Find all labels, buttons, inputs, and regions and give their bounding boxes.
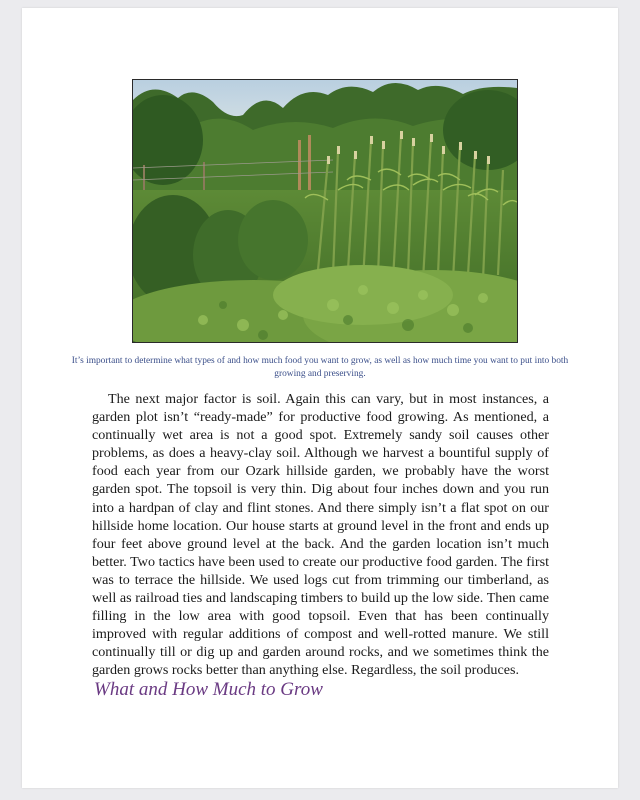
- section-heading: What and How Much to Grow: [94, 679, 323, 700]
- document-page: [22, 8, 618, 788]
- body-paragraph: The next major factor is soil. Again this can vary, but in most instances, a garden plot isn’t “ready-made” for productive food growing. As mentioned, a continually wet area is not a good spot. Extremely sandy soil causes other problems, as does a heavy-clay soil. Although we harvest a bountiful supply of food each year from our Ozark hillside garden, we probably have the worst garden spot. The topsoil is very thin. Dig about four inches down and you run into a hardpan of clay and flint stones. And there simply isn’t a flat spot on our hillside home location. Our house starts at ground level in the front and ends up four feet above ground level at the back. And the garden location isn’t much better. Two tactics have been used to create our productive food garden. The first was to terrace the hillside. We used logs cut from trimming our timberland, as well as railroad ties and landscaping timbers to build up the low side. Then came filling in the low area with good topsoil. Even that has been continually improved with regular additions of compost and well-rotted manure. We still continually till or dig up and garden around rocks, and we sometimes think the garden grows rocks better than anything else. Regardless, the soil produces.: [92, 391, 549, 679]
- figure-caption: It’s important to determine what types of and how much food you want to grow, as well as how much time you want to put into both growing and preserving.: [71, 356, 569, 379]
- garden-photo: [132, 79, 518, 343]
